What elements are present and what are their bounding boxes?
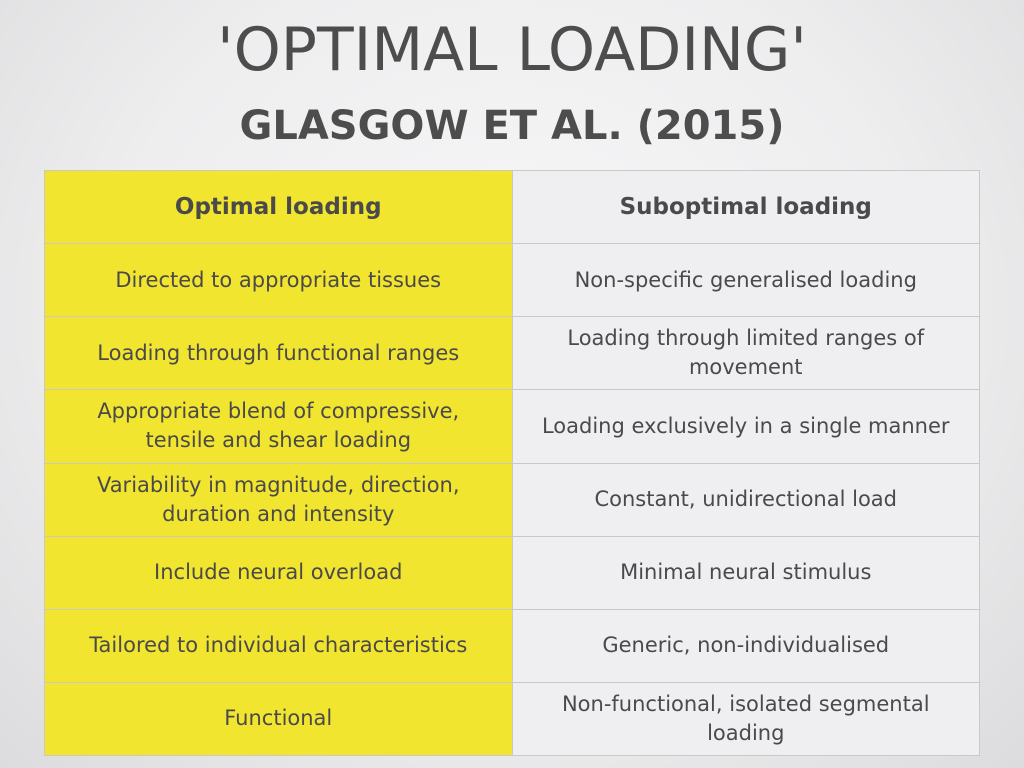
suboptimal-cell: Non-functional, isolated segmental loading xyxy=(512,682,980,755)
optimal-cell: Functional xyxy=(45,682,513,755)
suboptimal-cell: Non-specific generalised loading xyxy=(512,244,980,317)
optimal-cell: Tailored to individual characteristics xyxy=(45,609,513,682)
optimal-cell: Appropriate blend of compressive, tensile and shear loading xyxy=(45,390,513,463)
table-row xyxy=(45,609,980,682)
comparison-table xyxy=(44,170,980,756)
header-suboptimal-loading: Suboptimal loading xyxy=(512,171,980,244)
suboptimal-cell: Minimal neural stimulus xyxy=(512,536,980,609)
suboptimal-cell: Generic, non-individualised xyxy=(512,609,980,682)
optimal-cell: Directed to appropriate tissues xyxy=(45,244,513,317)
slide-title: 'OPTIMAL LOADING' xyxy=(217,15,807,85)
suboptimal-cell: Loading through limited ranges of movement xyxy=(512,317,980,390)
table-row xyxy=(45,536,980,609)
header-optimal-loading: Optimal loading xyxy=(45,171,513,244)
optimal-cell: Include neural overload xyxy=(45,536,513,609)
optimal-cell: Variability in magnitude, direction, duration and intensity xyxy=(45,463,513,536)
table-row xyxy=(45,682,980,755)
suboptimal-cell: Constant, unidirectional load xyxy=(512,463,980,536)
table-row xyxy=(45,244,980,317)
table-row xyxy=(45,390,980,463)
table-row xyxy=(45,463,980,536)
slide-subtitle: GLASGOW ET AL. (2015) xyxy=(239,103,785,149)
table-row xyxy=(45,317,980,390)
table-header-row xyxy=(45,171,980,244)
suboptimal-cell: Loading exclusively in a single manner xyxy=(512,390,980,463)
optimal-cell: Loading through functional ranges xyxy=(45,317,513,390)
